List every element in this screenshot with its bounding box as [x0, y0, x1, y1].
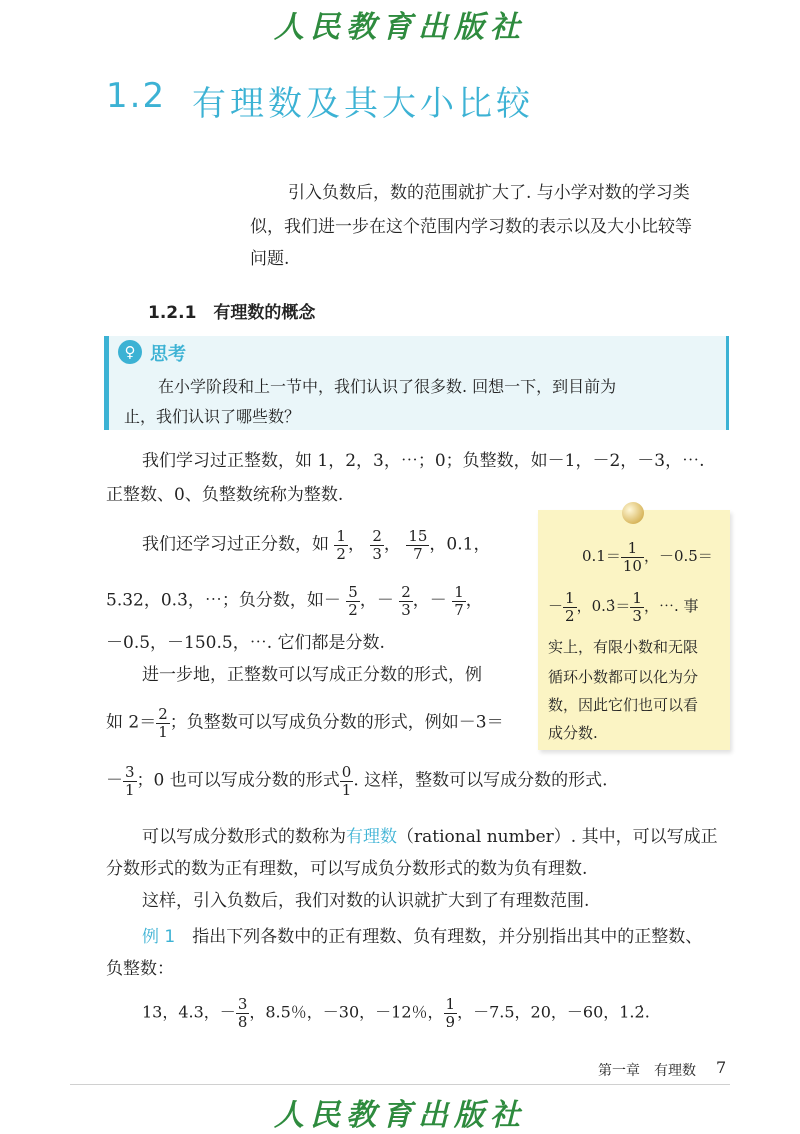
para2-line-2: 5.32，0.3̇，⋯；负分数，如－ $\frac{5}{2}$ ，－ $\frac{2}{3}$ ，－ $\frac{1}{7}$ ， [106, 583, 483, 619]
intro-line-3: 问题. [250, 249, 290, 269]
section-title: 有理数及其大小比较 [192, 84, 534, 124]
fraction: $\frac{1}{9}$ [445, 995, 456, 1031]
note-line-6: 成分数. [548, 724, 598, 742]
think-box-accent [104, 336, 109, 430]
para2-line-1: 我们还学习过正分数，如 $\frac{1}{2}$ ， $\frac{2}{3}$ ， $\frac{15}{7}$ ，0.1， [142, 527, 491, 563]
fraction: $\frac{3}{1}$ [125, 763, 135, 799]
fraction: $\frac{0}{1}$ [341, 763, 352, 799]
fraction: $\frac{1}{2}$ [565, 589, 575, 625]
think-line-1: 在小学阶段和上一节中，我们认识了很多数. 回想一下，到目前为 [158, 377, 617, 396]
para4: 这样，引入负数后，我们对数的认识就扩大到了有理数范围. [142, 891, 590, 911]
fraction: $\frac{3}{8}$ [237, 995, 248, 1031]
fraction: $\frac{1}{10}$ [622, 539, 642, 575]
publisher-logo-top: 人民教育出版社 [274, 10, 526, 45]
page-number: 7 [716, 1058, 727, 1077]
para3-line-1: 进一步地，正整数可以写成正分数的形式，例 [142, 665, 482, 685]
think-line-2: 止，我们认识了哪些数？ [124, 407, 301, 426]
note-line-5: 数，因此它们也可以看 [548, 696, 699, 714]
example-line-2: 负整数： [106, 959, 174, 979]
definition-line-2: 分数形式的数为正有理数，可以写成负分数形式的数为负有理数. [106, 859, 588, 879]
publisher-logo-bottom: 人民教育出版社 [274, 1098, 526, 1133]
pushpin-icon [622, 502, 644, 524]
fraction: $\frac{15}{7}$ [408, 527, 428, 563]
example-line-1: 例 1 指出下列各数中的正有理数、负有理数，并分别指出其中的正整数、 [142, 927, 703, 947]
term-rational-number: 有理数 [346, 827, 397, 847]
fraction: $\frac{1}{3}$ [632, 589, 642, 625]
fraction: $\frac{2}{1}$ [158, 705, 168, 741]
fraction: $\frac{1}{7}$ [454, 583, 464, 619]
example-label: 例 1 [142, 927, 176, 947]
para3-line-3: － $\frac{3}{1}$ ；0 也可以写成分数的形式 $\frac{0}{1}$ . 这样，整数可以写成分数的形式. [106, 763, 608, 799]
para3-line-2: 如 2＝ $\frac{2}{1}$ ；负整数可以写成负分数的形式，例如－3＝ [106, 705, 504, 741]
footer-divider [70, 1084, 730, 1085]
note-line-3: 实上，有限小数和无限 [548, 638, 699, 656]
intro-line-1: 引入负数后，数的范围就扩大了. 与小学对数的学习类 [288, 183, 690, 203]
note-line-4: 循环小数都可以化为分 [548, 668, 699, 686]
note-line-2: － $\frac{1}{2}$ ，0.3̇＝ $\frac{1}{3}$ ，⋯. 事 [548, 589, 699, 625]
subsection-heading: 1.2.1 有理数的概念 [148, 303, 316, 323]
fraction: $\frac{1}{2}$ [336, 527, 346, 563]
think-box-right-accent [726, 336, 729, 430]
example-numbers: 13，4.3，－ $\frac{3}{8}$ ，8.5％，－30，－12％， $\frac{1}{9}$ ，－7.5，20，－60，1.2̇. [142, 995, 650, 1031]
fraction: $\frac{5}{2}$ [348, 583, 358, 619]
definition-line-1: 可以写成分数形式的数称为有理数（rational number）. 其中，可以写成正 [142, 827, 718, 847]
footer-chapter: 第一章 有理数 [598, 1063, 696, 1079]
think-label: 思考 [150, 344, 186, 365]
note-line-1: 0.1＝ $\frac{1}{10}$ ，－0.5＝ [582, 539, 713, 575]
para2-line-3: －0.5，－150.5，⋯. 它们都是分数. [106, 633, 385, 653]
fraction: $\frac{2}{3}$ [401, 583, 411, 619]
para1-line-1: 我们学习过正整数，如 1，2，3，⋯；0；负整数，如－1，－2，－3，⋯. [142, 451, 705, 471]
lightbulb-icon: ♀ [118, 340, 142, 364]
fraction: $\frac{2}{3}$ [372, 527, 382, 563]
intro-line-2: 似，我们进一步在这个范围内学习数的表示以及大小比较等 [250, 217, 692, 237]
para1-line-2: 正整数、0、负整数统称为整数. [106, 485, 344, 505]
section-number: 1.2 [106, 76, 167, 116]
